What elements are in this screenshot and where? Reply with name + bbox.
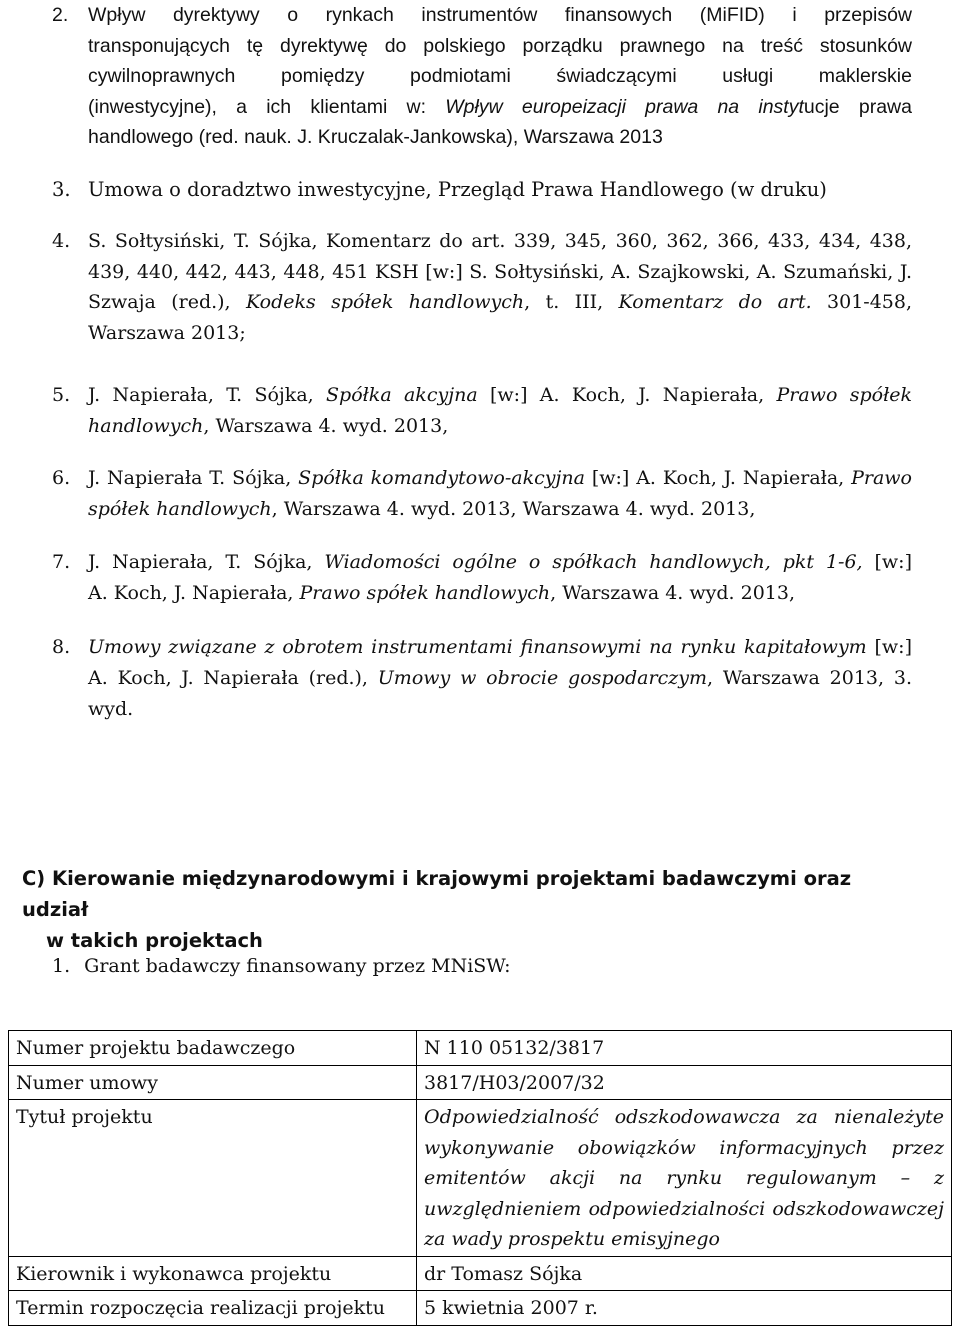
- reference-line: [88, 0, 912, 31]
- section-c-heading: [22, 863, 912, 956]
- reference-item-2: [52, 0, 912, 153]
- table-row: [9, 1100, 952, 1257]
- reference-text: [88, 226, 912, 348]
- reference-item-6: [52, 463, 912, 524]
- reference-run: handlowego (red. nauk. J. Kruczalak-Jankowska), Warszawa 2013: [88, 126, 663, 148]
- reference-run: (inwestycyjne), a ich klientami w:: [88, 95, 446, 118]
- italic-title: Prawo spółek handlowych: [299, 581, 551, 604]
- reference-run: transponujących tę dyrektywę do polskiego porządku prawnego na treść stosunków: [88, 34, 912, 57]
- project-title-line: za wady prospektu emisyjnego: [424, 1228, 720, 1250]
- reference-run: wyd.: [88, 698, 134, 720]
- reference-run: Szwaja (red.),: [88, 291, 246, 313]
- reference-line: [88, 411, 912, 442]
- reference-run: , t. III,: [524, 291, 619, 313]
- project-title-line: uwzględnieniem odpowiedzialności odszkodowawczej: [424, 1197, 944, 1220]
- reference-item-7: [52, 547, 912, 608]
- manager-label: Kierownik i wykonawca projektu: [9, 1256, 417, 1291]
- reference-run: [w:]: [862, 551, 912, 573]
- italic-title: Wiadomości ogólne o spółkach handlowych, pkt 1-6,: [324, 551, 863, 573]
- grant-title-text: Grant badawczy finansowany przez MNiSW:: [84, 955, 511, 977]
- reference-run: J. Napierała T. Sójka,: [88, 467, 299, 489]
- start-date-value: 5 kwietnia 2007 r.: [417, 1291, 952, 1326]
- italic-title: Spółka komandytowo-akcyjna: [298, 467, 585, 489]
- reference-number: 8.: [52, 636, 71, 658]
- italic-title: Prawo: [851, 467, 912, 489]
- reference-run: ucje prawa: [803, 95, 912, 118]
- reference-text: [88, 463, 912, 524]
- reference-run: Wpływ dyrektywy o rynkach instrumentów finansowych (MiFID) i przepisów: [88, 4, 912, 26]
- reference-number: 6.: [52, 467, 71, 489]
- reference-item-5: [52, 380, 912, 441]
- italic-title: Komentarz do art.: [618, 291, 812, 313]
- project-title-label: Tytuł projektu: [9, 1100, 417, 1257]
- reference-run: [w:] A. Koch, J. Napierała,: [584, 467, 852, 489]
- reference-run: [w:] A. Koch, J. Napierała,: [477, 384, 777, 406]
- italic-title: Wpływ europeizacji prawa na instyt: [445, 95, 804, 118]
- contract-number-label: Numer umowy: [9, 1065, 417, 1100]
- section-heading-line-2: w takich projektach: [46, 929, 263, 952]
- reference-line: [88, 494, 912, 525]
- reference-line: [88, 122, 912, 153]
- reference-run: J. Napierała, T. Sójka,: [88, 384, 327, 406]
- reference-run: Warszawa 2013;: [88, 321, 246, 344]
- reference-run: [w:]: [866, 636, 912, 658]
- reference-text: [88, 0, 912, 153]
- table-row: [9, 1031, 952, 1066]
- reference-run: A. Koch, J. Napierała,: [88, 581, 300, 604]
- project-title-line: Odpowiedzialność odszkodowawcza za nienależyte: [424, 1106, 944, 1128]
- reference-line: [88, 318, 912, 349]
- reference-run: 439, 440, 442, 443, 448, 451 KSH [w:] S. Sołtysiński, A. Szajkowski, A. Szumański, J.: [88, 260, 912, 283]
- start-date-label: Termin rozpoczęcia realizacji projektu: [9, 1291, 417, 1326]
- reference-line: [88, 694, 912, 725]
- reference-run: , Warszawa 2013, 3.: [707, 667, 912, 689]
- reference-line: [88, 257, 912, 288]
- project-number-value: N 110 05132/3817: [417, 1031, 952, 1066]
- reference-run: 301-458,: [811, 291, 913, 313]
- reference-line: [88, 61, 912, 92]
- project-title-value: [417, 1100, 952, 1257]
- project-number-label: Numer projektu badawczego: [9, 1031, 417, 1066]
- manager-value: dr Tomasz Sójka: [417, 1256, 952, 1291]
- grant-number: 1.: [52, 955, 71, 977]
- reference-item-4: [52, 226, 912, 348]
- reference-run: Umowa o doradztwo inwestycyjne, Przegląd Prawa Handlowego (w druku): [88, 178, 827, 201]
- reference-text: [88, 632, 912, 725]
- reference-number: 7.: [52, 551, 71, 573]
- italic-title: Umowy w obrocie gospodarczym: [377, 667, 707, 689]
- reference-line: [88, 463, 912, 494]
- reference-item-8: [52, 632, 912, 725]
- reference-text: [88, 380, 912, 441]
- project-title-line: wykonywanie obowiązków informacyjnych przez: [424, 1136, 944, 1159]
- reference-line: [88, 175, 912, 205]
- reference-item-3: [52, 175, 912, 205]
- reference-line: [88, 380, 912, 411]
- reference-run: , Warszawa 4. wyd. 2013,: [550, 581, 796, 604]
- reference-text: [88, 547, 912, 608]
- reference-line: [88, 578, 912, 609]
- reference-run: cywilnoprawnych pomiędzy podmiotami świadczącymi usługi maklerskie: [88, 65, 912, 87]
- contract-number-value: 3817/H03/2007/32: [417, 1065, 952, 1100]
- section-heading-line-1: C) Kierowanie międzynarodowymi i krajowymi projektami badawczymi oraz udział: [22, 867, 852, 921]
- table-row: [9, 1256, 952, 1291]
- grant-title: [52, 951, 511, 981]
- reference-run: A. Koch, J. Napierała (red.),: [88, 667, 378, 689]
- grant-table: [8, 1030, 952, 1326]
- reference-line: [88, 31, 912, 62]
- italic-title: Kodeks spółek handlowych: [245, 291, 525, 313]
- reference-run: , Warszawa 4. wyd. 2013, Warszawa 4. wyd. 2013,: [271, 497, 756, 520]
- reference-text: [88, 175, 912, 205]
- italic-title: Prawo spółek: [776, 384, 912, 406]
- reference-line: [88, 226, 912, 257]
- reference-number: 3.: [52, 178, 71, 201]
- reference-line: [88, 663, 912, 694]
- italic-title: Spółka akcyjna: [326, 384, 478, 406]
- reference-number: 4.: [52, 230, 71, 252]
- reference-number: 2.: [52, 4, 69, 26]
- italic-title: Umowy związane z obrotem instrumentami finansowymi na rynku kapitałowym: [88, 636, 867, 658]
- reference-run: S. Sołtysiński, T. Sójka, Komentarz do art. 339, 345, 360, 362, 366, 433, 434, 438,: [88, 230, 912, 252]
- reference-line: [88, 632, 912, 663]
- italic-title: spółek handlowych: [88, 497, 272, 520]
- reference-line: [88, 547, 912, 578]
- reference-number: 5.: [52, 384, 71, 406]
- italic-title: handlowych: [88, 414, 204, 437]
- reference-run: J. Napierała, T. Sójka,: [88, 551, 325, 573]
- project-title-line: emitentów akcji na rynku regulowanym – z: [424, 1167, 944, 1189]
- table-row: [9, 1065, 952, 1100]
- reference-line: [88, 287, 912, 318]
- reference-run: , Warszawa 4. wyd. 2013,: [203, 414, 449, 437]
- reference-line: [88, 92, 912, 123]
